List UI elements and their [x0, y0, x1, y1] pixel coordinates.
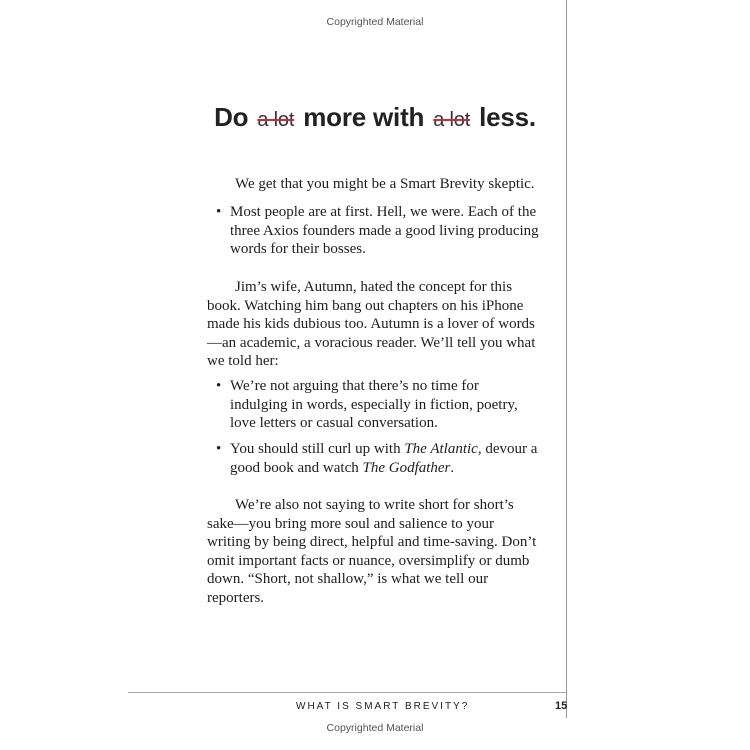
page-heading	[0, 102, 750, 133]
footer-rule	[128, 692, 567, 693]
paragraph-1	[207, 175, 537, 194]
bullet-dot: •	[216, 378, 222, 394]
bullet-3-text-a: You should still curl up with	[230, 441, 405, 457]
bullet-item-2	[216, 377, 520, 433]
bullet-dot: •	[216, 441, 222, 457]
bullet-3-italic-godfather: The Godfather	[362, 459, 451, 476]
paragraph-1-text: We get that you might be a Smart Brevity skeptic.	[235, 176, 535, 192]
paragraph-2-text: Jim’s wife, Autumn, hated the concept for this book. Watching him bang out chapters on his iPhone made his kids dubious too. Autumn is a lover of words—an academic, a voracious reader. We’ll tell you what we told her:	[207, 279, 536, 369]
bullet-3-text-c: .	[450, 459, 455, 476]
bullet-item-3	[216, 440, 540, 477]
bullet-3-italic-atlantic: The Atlantic	[404, 441, 478, 457]
paragraph-2	[207, 278, 537, 371]
heading-strikethrough-1: a lot	[257, 109, 295, 131]
heading-word-less: less.	[479, 102, 536, 132]
page-number: 15	[555, 700, 568, 712]
heading-strikethrough-2: a lot	[433, 109, 471, 131]
copyright-watermark-top: Copyrighted Material	[326, 16, 424, 28]
bullet-dot: •	[216, 204, 222, 220]
bullet-item-1	[216, 203, 540, 259]
paragraph-3-text: We’re also not saying to write short for short’s sake—you bring more soul and salience to your writing by being direct, helpful and time-saving. Don’t omit important facts or nuance, oversimplify or dumb down. “Short, not shallow,” is what we tell our reporters.	[207, 497, 537, 606]
running-head: WHAT IS SMART BREVITY?	[296, 701, 470, 712]
copyright-watermark-bottom: Copyrighted Material	[326, 722, 424, 734]
heading-word-do: Do	[214, 102, 249, 132]
bullet-1-text: Most people are at first. Hell, we were. Each of the three Axios founders made a good living producing words for their bosses.	[230, 204, 539, 257]
bullet-3-text-b: , devour a good book and watch	[230, 441, 538, 476]
bullet-2-text: We’re not arguing that there’s no time for indulging in words, especially in fiction, poetry, love letters or casual conversation.	[230, 378, 518, 431]
heading-words-more-with: more with	[303, 102, 425, 132]
paragraph-3	[207, 496, 537, 607]
